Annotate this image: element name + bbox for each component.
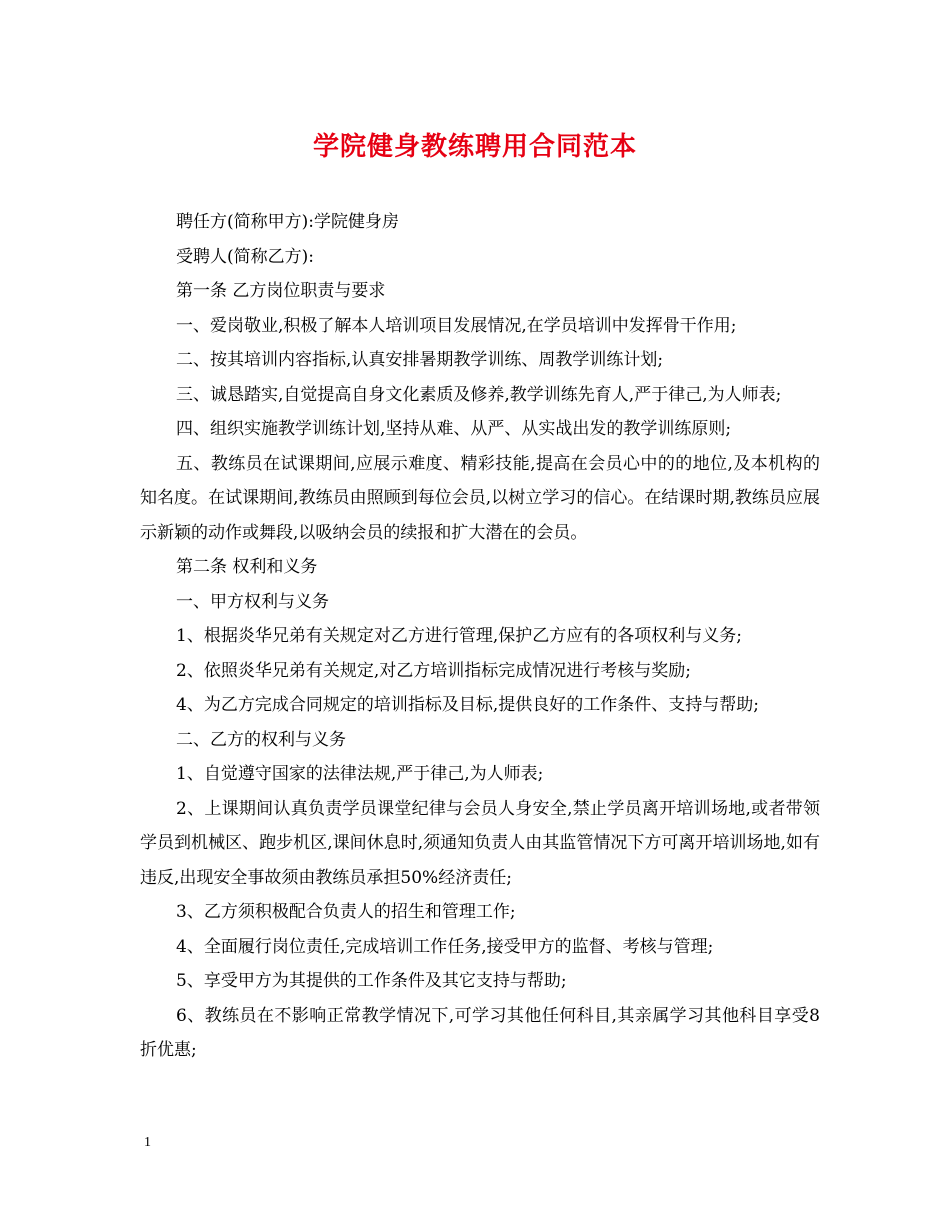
employee-right-item-3: 3、乙方须积极配合负责人的招生和管理工作; [176, 902, 516, 922]
section-employee-rights-heading: 二、乙方的权利与义务 [176, 729, 346, 750]
article-1-item-2: 二、按其培训内容指标,认真安排暑期教学训练、周教学训练计划; [176, 350, 664, 370]
employee-right-item-2: 2、上课期间认真负责学员课堂纪律与会员人身安全,禁止学员离开培训场地,或者带领学员到机械区、跑步机区,课间休息时,须通知负责人由其监管情况下方可离开培训场地,如有违反,出现安全事故须由教练员承担50%经济责任; [140, 798, 820, 888]
page-number: 1 [144, 1135, 151, 1150]
article-1-item-1: 一、爱岗敬业,积极了解本人培训项目发展情况,在学员培训中发挥骨干作用; [176, 315, 737, 336]
article-1-heading: 第一条 乙方岗位职责与要求 [176, 281, 386, 301]
employee-right-item-6: 6、教练员在不影响正常教学情况下,可学习其他任何科目,其亲属学习其他科目享受8折优惠; [140, 1005, 820, 1060]
article-1-item-3: 三、诚恳踏实,自觉提高自身文化素质及修养,教学训练先育人,严于律己,为人师表; [176, 384, 782, 405]
employee-right-item-1: 1、自觉遵守国家的法律法规,严于律己,为人师表; [176, 764, 544, 784]
paragraph-employee: 受聘人(简称乙方): [176, 246, 314, 267]
document-body [140, 205, 820, 1068]
employer-right-item-4: 4、为乙方完成合同规定的培训指标及目标,提供良好的工作条件、支持与帮助; [176, 695, 759, 715]
section-employer-rights-heading: 一、甲方权利与义务 [176, 591, 329, 612]
article-2-heading: 第二条 权利和义务 [176, 557, 318, 577]
employer-right-item-1: 1、根据炎华兄弟有关规定对乙方进行管理,保护乙方应有的各项权利与义务; [176, 626, 742, 646]
employee-right-item-5: 5、享受甲方为其提供的工作条件及其它支持与帮助; [176, 971, 567, 991]
article-1-item-5: 五、教练员在试课期间,应展示难度、精彩技能,提高在会员心中的的地位,及本机构的知名度。在试课期间,教练员由照顾到每位会员,以树立学习的信心。在结课时期,教练员应展示新颖的动作或舞段,以吸纳会员的续报和扩大潜在的会员。 [140, 453, 820, 543]
document-title: 学院健身教练聘用合同范本 [312, 132, 637, 162]
employee-right-item-4: 4、全面履行岗位责任,完成培训工作任务,接受甲方的监督、考核与管理; [176, 936, 714, 957]
article-1-item-4: 四、组织实施教学训练计划,坚持从难、从严、从实战出发的教学训练原则; [176, 419, 732, 439]
paragraph-employer: 聘任方(简称甲方):学院健身房 [176, 212, 399, 232]
employer-right-item-2: 2、依照炎华兄弟有关规定,对乙方培训指标完成情况进行考核与奖励; [176, 660, 691, 681]
